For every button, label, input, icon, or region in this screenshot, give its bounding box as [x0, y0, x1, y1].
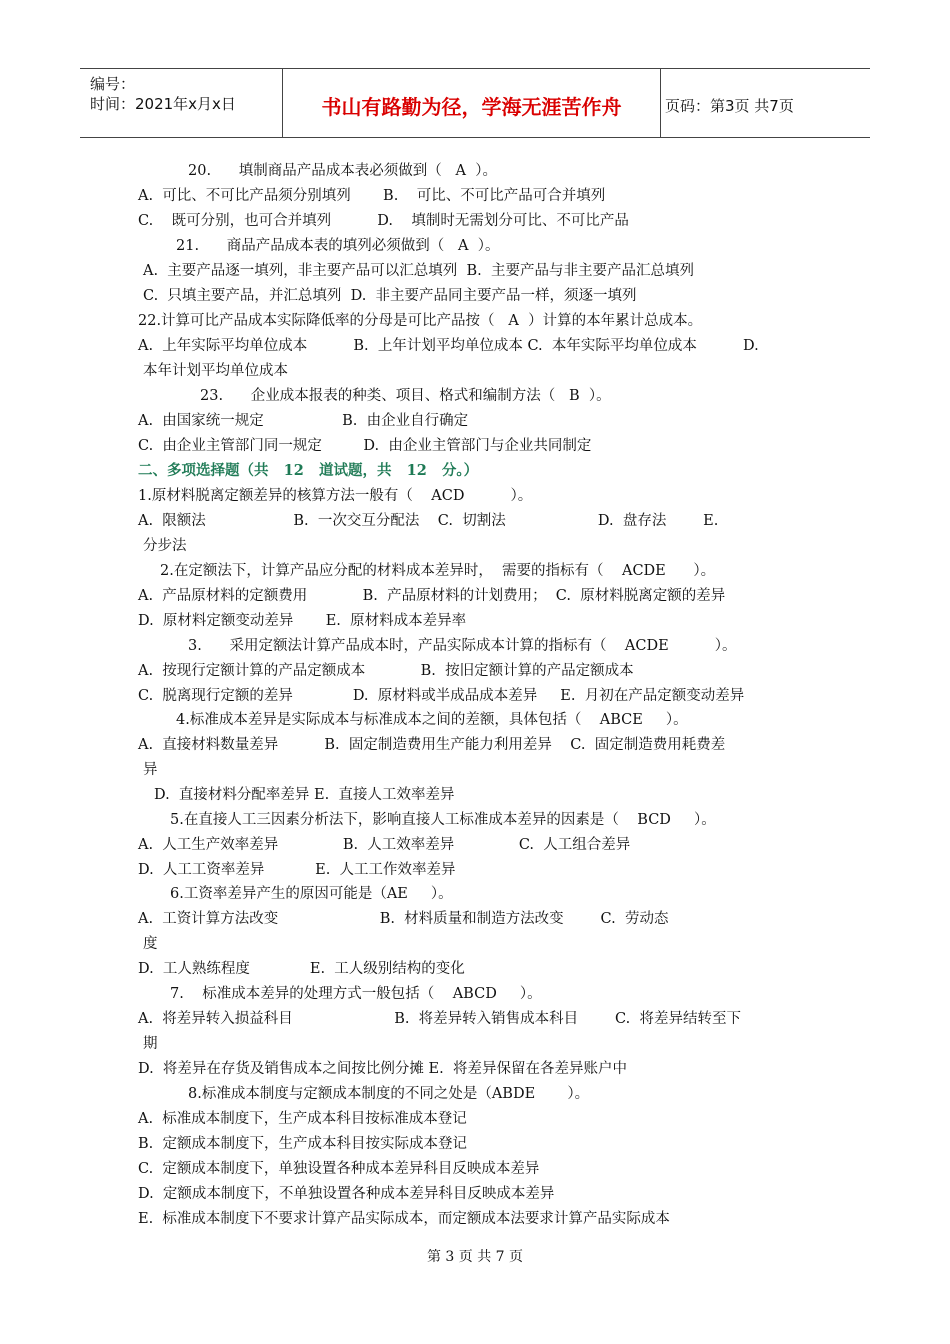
text-line: 期 [143, 1036, 158, 1052]
text-line: A. 按现行定额计算的产品定额成本 B. 按旧定额计算的产品定额成本 [138, 663, 634, 679]
text-line: A. 工资计算方法改变 B. 材料质量和制造方法改变 C. 劳动态 [138, 911, 669, 927]
text-line: C. 脱离现行定额的差异 D. 原材料或半成品成本差异 E. 月初在产品定额变动差异 [138, 688, 745, 704]
page-footer: 第 3 页 共 7 页 [426, 1249, 524, 1265]
text-line: 6.工资率差异产生的原因可能是（AE ）。 [170, 886, 453, 902]
page-header [80, 68, 870, 138]
text-line: 21. 商品产品成本表的填列必须做到（ A ）。 [176, 238, 500, 254]
header-motto: 书山有路勤为径，学海无涯苦作舟 [321, 95, 622, 119]
text-line: D. 将差异在存货及销售成本之间按比例分摊 E. 将差异保留在各差异账户中 [138, 1061, 627, 1077]
text-line: 度 [143, 936, 158, 952]
text-line: A. 人工生产效率差异 B. 人工效率差异 C. 人工组合差异 [138, 837, 631, 853]
text-line: C. 由企业主管部门同一规定 D. 由企业主管部门与企业共同制定 [138, 438, 592, 454]
text-line: E. 标准成本制度下不要求计算产品实际成本，而定额成本法要求计算产品实际成本 [138, 1211, 670, 1227]
text-line: D. 工人熟练程度 E. 工人级别结构的变化 [138, 961, 465, 977]
text-line: C. 定额成本制度下，单独设置各种成本差异科目反映成本差异 [138, 1161, 540, 1177]
text-line: 异 [143, 762, 158, 778]
text-line: A. 标准成本制度下，生产成本科目按标准成本登记 [138, 1111, 467, 1127]
text-line: D. 直接材料分配率差异 E. 直接人工效率差异 [154, 787, 455, 803]
header-right-cell [661, 69, 870, 137]
text-line: A. 主要产品逐一填列，非主要产品可以汇总填列 B. 主要产品与非主要产品汇总填列 [143, 263, 694, 279]
text-line: C. 只填主要产品，并汇总填列 D. 非主要产品同主要产品一样，须逐一填列 [143, 288, 637, 304]
text-line: D. 人工工资率差异 E. 人工工作效率差异 [138, 862, 456, 878]
text-line: 4.标准成本差异是实际成本与标准成本之间的差额，具体包括（ ABCE ）。 [176, 712, 688, 728]
text-line: A. 限额法 B. 一次交互分配法 C. 切割法 D. 盘存法 E. [138, 513, 719, 529]
text-line: 本年计划平均单位成本 [143, 363, 288, 379]
text-line: 8.标准成本制度与定额成本制度的不同之处是（ABDE ）。 [188, 1086, 590, 1102]
text-line: C. 既可分别，也可合并填列 D. 填制时无需划分可比、不可比产品 [138, 213, 629, 229]
text-line: A. 将差异转入损益科目 B. 将差异转入销售成本科目 C. 将差异结转至下 [138, 1011, 741, 1027]
text-line: A. 直接材料数量差异 B. 固定制造费用生产能力利用差异 C. 固定制造费用耗费差 [138, 737, 726, 753]
text-line: 5.在直接人工三因素分析法下，影响直接人工标准成本差异的因素是（ BCD ）。 [170, 812, 716, 828]
text-line: D. 定额成本制度下，不单独设置各种成本差异科目反映成本差异 [138, 1186, 555, 1202]
text-line: 23. 企业成本报表的种类、项目、格式和编制方法（ B ）。 [200, 388, 611, 404]
text-line: A. 上年实际平均单位成本 B. 上年计划平均单位成本 C. 本年实际平均单位成本 D. [138, 338, 759, 354]
document-time-label: 时间：2021年x月x日 [90, 95, 236, 113]
text-line: 2.在定额法下，计算产品应分配的材料成本差异时， 需要的指标有（ ACDE ）。 [160, 563, 716, 579]
text-line: A. 产品原材料的定额费用 B. 产品原材料的计划费用； C. 原材料脱离定额的差异 [138, 588, 726, 604]
text-line: 20. 填制商品产品成本表必须做到（ A ）。 [188, 163, 497, 179]
text-line: A. 由国家统一规定 B. 由企业自行确定 [138, 413, 469, 429]
section-heading: 二、多项选择题（共 12 道试题，共 12 分。） [138, 462, 479, 479]
text-line: 分步法 [143, 538, 187, 554]
text-line: 3. 采用定额法计算产品成本时，产品实际成本计算的指标有（ ACDE ）。 [188, 638, 737, 654]
text-line: 22.计算可比产品成本实际降低率的分母是可比产品按（ A ）计算的本年累计总成本。 [138, 313, 703, 329]
text-line: D. 原材料定额变动差异 E. 原材料成本差异率 [138, 613, 467, 629]
header-center-cell [283, 69, 661, 137]
text-line: 1.原材料脱离定额差异的核算方法一般有（ ACD ）。 [138, 488, 533, 504]
document-code-label: 编号： [90, 75, 136, 93]
header-page-number: 页码：第3页 共7页 [665, 97, 794, 115]
header-left-cell [80, 69, 283, 137]
text-line: A. 可比、不可比产品须分别填列 B. 可比、不可比产品可合并填列 [138, 188, 606, 204]
text-line: 7. 标准成本差异的处理方式一般包括（ ABCD ）。 [170, 986, 542, 1002]
text-line: B. 定额成本制度下，生产成本科目按实际成本登记 [138, 1136, 467, 1152]
